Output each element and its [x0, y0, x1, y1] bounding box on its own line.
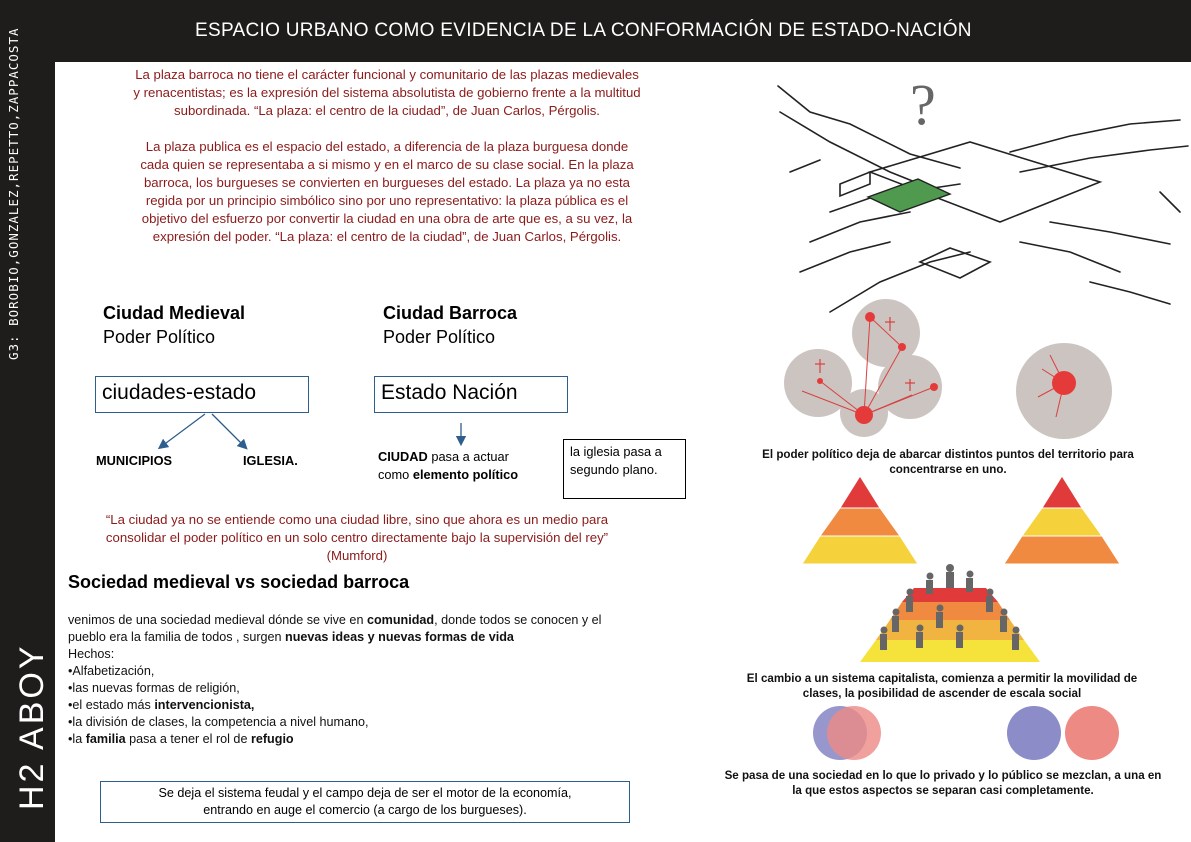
medieval-box: ciudades-estado	[95, 376, 309, 413]
intro-p2-line: cada quien se representaba a si mismo y en el marco de su clase social. En la plaza	[140, 157, 634, 172]
intro-paragraph-2	[62, 138, 712, 246]
plaza-sketch-illustration	[770, 72, 1190, 322]
medieval-title: Ciudad Medieval	[103, 303, 246, 323]
baroque-box: Estado Nación	[374, 376, 568, 413]
caption-capitalism	[720, 671, 1164, 701]
feudal-note-box	[100, 781, 630, 823]
society-body	[68, 612, 698, 748]
authors-label-wrap	[6, 8, 28, 360]
arrow-to-municipios	[162, 414, 205, 446]
caption-line: El cambio a un sistema capitalista, comienza a permitir la movilidad de	[746, 672, 1138, 685]
header	[55, 0, 1191, 62]
society-l1-bold: comunidad	[366, 613, 435, 627]
caption-line: Se pasa de una sociedad en lo que lo privado y lo público se mezclan, a una en	[724, 769, 1162, 782]
society-l8-bold2: refugio	[250, 732, 294, 746]
society-l8-mid: pasa a tener el rol de	[125, 732, 251, 746]
mumford-quote	[62, 511, 652, 565]
intro-p2-line: regida por un principio simbólico sino por uno representativo: la plaza pública es el	[145, 193, 629, 208]
social-pyramid-illustration	[840, 558, 1060, 670]
intro-paragraph-1	[62, 66, 712, 120]
intro-p2-line: La plaza publica es el espacio del estado, a diferencia de la plaza burguesa donde	[145, 139, 629, 154]
quote-line: (Mumford)	[326, 548, 388, 563]
caption-line: El poder político deja de abarcar distintos puntos del territorio para	[762, 448, 1134, 461]
intro-p2-line: expresión del poder. “La plaza: el centro de la ciudad”, de Juan Carlos, Pérgolis.	[152, 229, 622, 244]
course-label: H2 ABOY	[13, 643, 51, 810]
intro-p2-line: objetivo del esfuerzo por convertir la ciudad en una obra de arte que es, a su vez, la	[141, 211, 633, 226]
question-mark-icon: ?	[910, 72, 936, 137]
pyramid-right	[1004, 476, 1120, 564]
baroque-title: Ciudad Barroca	[383, 303, 518, 323]
caption-line: concentrarse en uno.	[889, 463, 1007, 476]
page-title: ESPACIO URBANO COMO EVIDENCIA DE LA CONFORMACIÓN DE ESTADO-NACIÓN	[195, 20, 972, 41]
ciudad-bold: CIUDAD	[378, 449, 428, 464]
society-l2-bold: nuevas ideas y nuevas formas de vida	[285, 630, 514, 644]
ciudad-line2-pre: como	[378, 467, 413, 482]
medieval-heading	[103, 301, 245, 349]
caption-line: clases, la posibilidad de ascender de escala social	[802, 687, 1082, 700]
society-hechos: Hechos:	[68, 647, 115, 661]
society-item: •la división de clases, la competencia a nivel humano,	[68, 715, 369, 729]
green-plaza	[868, 179, 950, 212]
feudal-line: Se deja el sistema feudal y el campo deja de ser el motor de la economía,	[158, 786, 572, 800]
venn-diagram	[810, 702, 1120, 764]
society-l1-post: , donde todos se conocen y el	[434, 613, 602, 627]
intro-p1-line: subordinada. “La plaza: el centro de la ciudad”, de Juan Carlos, Pérgolis.	[174, 103, 600, 118]
quote-line: consolidar el poder político en un solo centro directamente bajo la supervisión del rey”	[105, 530, 609, 545]
society-item: •las nuevas formas de religión,	[68, 681, 240, 695]
authors-label: G3: BOROBIO,GONZALEZ,REPETTO,ZAPPACOSTA	[6, 27, 21, 360]
intro-p1-line: y renacentistas; es la expresión del sistema absolutista de gobierno frente a la multitud	[133, 85, 641, 100]
society-l6-pre: •el estado más	[68, 698, 155, 712]
society-l8-pre: •la	[68, 732, 86, 746]
pyramids-diagram	[800, 470, 1120, 570]
ciudad-line2-bold: elemento político	[412, 467, 519, 482]
sidebar	[0, 0, 55, 842]
caption-public-private	[700, 768, 1186, 798]
intro-p2-line: barroca, los burgueses se convierten en burgueses del estado. La plaza ya no esta	[143, 175, 631, 190]
baroque-subtitle: Poder Político	[383, 327, 496, 347]
society-l8-bold1: familia	[85, 732, 126, 746]
feudal-line: entrando en auge el comercio (a cargo de los burgueses).	[203, 803, 527, 817]
arrow-to-iglesia	[212, 414, 244, 446]
society-l6-bold: intervencionista,	[154, 698, 255, 712]
baroque-heading	[383, 301, 517, 349]
ciudad-note	[378, 448, 518, 484]
pyramid-left	[802, 476, 918, 564]
iglesia-label: IGLESIA.	[243, 453, 298, 468]
municipios-label: MUNICIPIOS	[96, 453, 173, 468]
medieval-subtitle: Poder Político	[103, 327, 216, 347]
quote-line: “La ciudad ya no se entiende como una ciudad libre, sino que ahora es un medio para	[105, 512, 609, 527]
church-note-box: la iglesia pasa a segundo plano.	[563, 439, 686, 499]
network-diagram	[780, 295, 1180, 445]
caption-line: la que estos aspectos se separan casi completamente.	[792, 784, 1094, 797]
society-l1-pre: venimos de una sociedad medieval dónde se vive en	[68, 613, 367, 627]
society-l2-pre: pueblo era la familia de todos , surgen	[68, 630, 286, 644]
society-item: •Alfabetización,	[68, 664, 155, 678]
ciudad-rest: pasa a actuar	[427, 449, 509, 464]
intro-p1-line: La plaza barroca no tiene el carácter funcional y comunitario de las plazas medievales	[135, 67, 639, 82]
society-title: Sociedad medieval vs sociedad barroca	[68, 572, 410, 592]
